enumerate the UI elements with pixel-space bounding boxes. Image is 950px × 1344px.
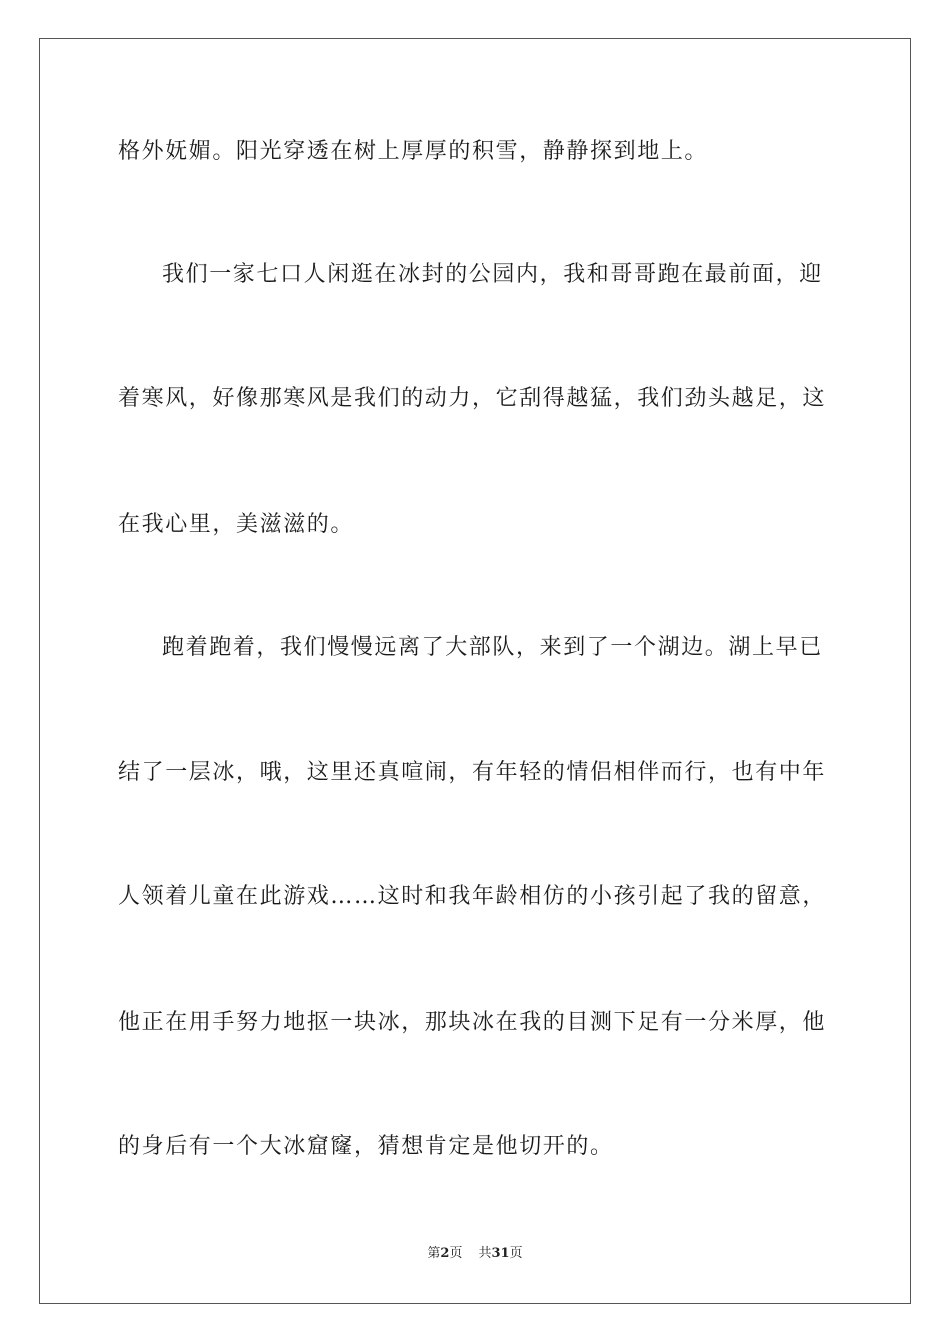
- total-label-suffix: 页: [509, 1246, 523, 1261]
- body-text-line: 格外妩媚。阳光穿透在树上厚厚的积雪，静静探到地上。: [118, 139, 709, 164]
- body-text-line: 人领着儿童在此游戏……这时和我年龄相仿的小孩引起了我的留意，: [118, 884, 827, 909]
- body-text-line: 结了一层冰，哦，这里还真喧闹，有年轻的情侣相伴而行，也有中年: [118, 760, 827, 785]
- body-text-line: 跑着跑着，我们慢慢远离了大部队，来到了一个湖边。湖上早已: [162, 635, 823, 660]
- page-border: [39, 38, 911, 1304]
- page-footer: [0, 1245, 950, 1263]
- body-text-line: 的身后有一个大冰窟窿，猜想肯定是他切开的。: [118, 1134, 614, 1159]
- body-text-line: 我们一家七口人闲逛在冰封的公园内，我和哥哥跑在最前面，迎: [162, 262, 823, 287]
- body-text-line: 着寒风，好像那寒风是我们的动力，它刮得越猛，我们劲头越足，这: [118, 386, 827, 411]
- total-label-prefix: 共: [478, 1246, 492, 1261]
- page-number: 2: [440, 1246, 450, 1261]
- total-pages: 31: [491, 1246, 510, 1261]
- body-text-line: 他正在用手努力地抠一块冰，那块冰在我的目测下足有一分米厚，他: [118, 1010, 827, 1035]
- body-text-line: 在我心里，美滋滋的。: [118, 512, 355, 537]
- page-label-suffix: 页: [449, 1246, 463, 1261]
- page-label-prefix: 第: [427, 1246, 441, 1261]
